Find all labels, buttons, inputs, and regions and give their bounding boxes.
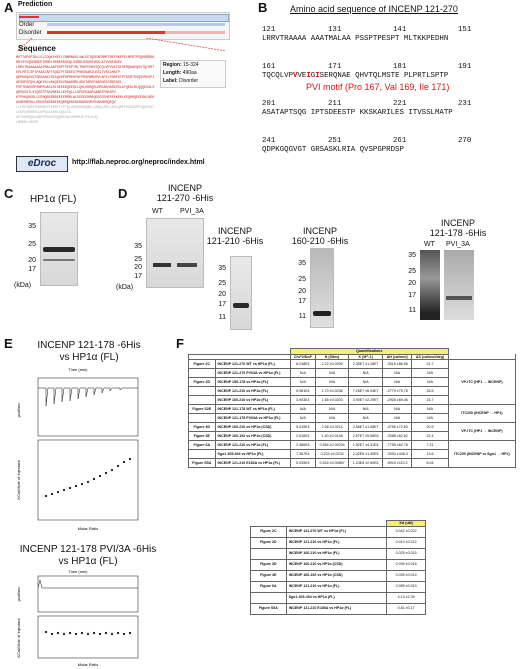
marker-label: 11: [298, 313, 306, 320]
panel-label-f: F: [176, 336, 184, 351]
sample-name: Sgo1 405-494 vs HP1α (FL): [286, 592, 387, 603]
figure-ref: Figure 3D: [251, 559, 287, 570]
itc-plot-wt: [10, 366, 145, 536]
res-num: 221: [393, 100, 407, 108]
res-num: 181: [393, 63, 407, 71]
value-cell: 22.4: [412, 432, 449, 441]
seq-line: KTPVKQKERLLEEMQEKRRREEEERRRLALEEEEEKRRQEEEEEHEEEEKRKLEEQRKQEEERKLREKAVRERREKLLREEEEKRRAEEKQRRQEKEKERAEKEREEEAKRRSQEQV: [16, 96, 155, 105]
value-cell: -2779 ±79.78: [383, 387, 412, 396]
seq-line-grey: AETVKRRQALWAPVPEKGFGQQKEAALAEKMLELFSLDVQ: [16, 116, 98, 120]
panel-label-e: E: [4, 336, 13, 351]
figure-ref: Figure 2D: [189, 378, 216, 387]
y-axis-label: µcal/sec: [16, 402, 21, 418]
figure-ref: Figure S5A: [251, 603, 287, 614]
marker-label: 17: [134, 273, 142, 280]
gel-title-line: 160-210 -6His: [291, 236, 349, 246]
res-num: 251: [328, 137, 342, 145]
thermogram-trace: [38, 388, 138, 406]
res-num: 201: [262, 100, 276, 108]
sample-name: INCENP 121-210 vs HP1α (FL): [215, 387, 290, 396]
gel-121-210: [230, 256, 252, 330]
value-cell: 1.82E7 ±4.31E6: [349, 441, 383, 450]
seq-fragment: VE: [297, 72, 307, 80]
gel-title-line: INCENP: [302, 226, 337, 236]
value-cell: -3300 ±448.3: [383, 450, 412, 459]
order-track: [47, 23, 225, 26]
value-cell: 1.70 ±0.0238: [316, 387, 349, 396]
figure-ref: [189, 414, 216, 423]
figure-ref: [251, 548, 287, 559]
pvi-residue: V: [293, 72, 298, 80]
track-label-disorder: Disorder: [19, 30, 42, 36]
value-cell: 7.25E7 ±6.04E7: [349, 387, 383, 396]
table-row: [251, 581, 426, 592]
seq-line-grey: LLESEIQRSTENMAGTPEKRTLTPTQLHSSKKGSQNELLRGQLRRLLESLQKPFGGDSSPEIQAFKATLGEPLRSSRSLLRPGLAIKMLSQALTA: [16, 106, 155, 115]
value-cell: N/A: [349, 378, 383, 387]
figure-ref: [189, 396, 216, 405]
value-cell: 2.516E4: [290, 432, 315, 441]
gel-band: [313, 311, 331, 316]
marker-label: 35: [28, 223, 36, 230]
sequence-block: [262, 26, 520, 156]
itc-plot-pvi3a: [10, 568, 145, 668]
value-cell: N/A: [290, 378, 315, 387]
num-row: [262, 26, 520, 35]
unit-label: (kDa): [14, 282, 32, 289]
eproc-logo: eDroc: [16, 156, 68, 172]
value-cell: 8.248E4: [290, 360, 315, 369]
value-cell: 26.5: [412, 387, 449, 396]
time-axis-label: Time (min): [68, 569, 88, 574]
info-key: Length:: [163, 70, 182, 76]
gel-band: [177, 263, 197, 267]
panel-label-b: B: [258, 0, 268, 15]
itc1-title: [24, 340, 154, 364]
value-cell: N/A: [412, 405, 449, 414]
value-cell: -3515 ±86.56: [383, 360, 412, 369]
seq-row: LRRVTRAAAA AAATMALAA PSSPTPESPT MLTKKPEDHN: [262, 35, 449, 43]
itc-title-line: vs HP1α (FL): [59, 352, 119, 363]
gel-121-178-wt: [420, 250, 440, 320]
value-cell: 24.7: [412, 396, 449, 405]
gel1-title: [150, 183, 220, 203]
lane-label: WT: [424, 241, 435, 248]
itc-title-line: vs HP1α (FL): [58, 556, 118, 567]
pvi-residue: I: [306, 72, 311, 80]
pvi-motif-label: PVI motif (Pro 167, Val 169, Ile 171): [306, 82, 450, 92]
lane-label: PVI_3A: [180, 208, 204, 215]
gel-title-line: INCENP: [217, 226, 252, 236]
info-key: Region:: [163, 62, 182, 68]
marker-label: 25: [28, 241, 36, 248]
table-row: [189, 405, 516, 414]
marker-label: 35: [218, 265, 226, 272]
kd-value: 4.13 ±2.39: [387, 592, 426, 603]
kd-table-wrap: [250, 520, 426, 615]
value-cell: 5.319E4: [290, 423, 315, 432]
marker-label: 35: [298, 260, 306, 267]
figure-ref: Figure 3D: [189, 423, 216, 432]
table-row: [251, 537, 426, 548]
marker-label: 11: [408, 307, 416, 314]
seq-row: ASATAPTSQG IPTSDEESTP KKSKARILES ITVSSLMATP: [262, 109, 453, 117]
figure-ref: Figure 2C: [189, 360, 216, 369]
sample-name: INCENP 121-210 vs HP1α (FL): [215, 441, 290, 450]
info-key: Label:: [163, 78, 178, 84]
disorder-region: [47, 31, 165, 34]
isotherm-frame: [38, 440, 138, 520]
table-row: [189, 360, 516, 369]
panel-c-title: HP1α (FL): [30, 194, 77, 205]
gel-hp1: [40, 212, 78, 286]
value-cell: 3.903E4: [290, 396, 315, 405]
isotherm-frame: [38, 616, 138, 658]
seq-row-pvi: [262, 72, 520, 82]
figure-ref: [189, 369, 216, 378]
isotherm-points: [45, 458, 131, 497]
gel-band: [446, 296, 472, 300]
region-info-box: [160, 60, 226, 88]
num-row: [262, 63, 520, 72]
value-cell: 7.21: [412, 441, 449, 450]
figure-ref: Figure S2E: [189, 405, 216, 414]
y-axis-label: µcal/sec: [16, 586, 21, 602]
seq-line: QDPKGQGVGTGRSASKLRIAQVSPGPRDSPAFPDSPWRERVLAPILPDNFSTPTGSRTDSQSVRHSPIAPSSPSPQVLAQKYSLVAKQESVVRAASRRLAEKTAEEPAASGRICREEHSL: [16, 76, 155, 85]
value-cell: 0.233 ±0.0234: [316, 450, 349, 459]
sample-name: INCENP 160-210 vs HP1α (FL): [215, 396, 290, 405]
marker-label: 17: [28, 266, 36, 273]
col-header: K (M^-1): [349, 354, 383, 360]
value-cell: 2.08 ±0.0214: [316, 423, 349, 432]
kd-header: Kd (uM): [387, 521, 426, 527]
value-cell: 0.584 ±0.00234: [316, 441, 349, 450]
col-header: ΔH (cal/mol): [383, 354, 412, 360]
prediction-track-panel: [16, 12, 230, 40]
instrument-note: VP-ITC (HP1 → INCENP): [448, 360, 515, 405]
prediction-bar: [19, 14, 229, 22]
seq-fragment: SERQNAE QHVTQLMSTE PLPRTLSPTP: [319, 72, 449, 80]
col-header: ΔS (cal/mol/deg): [412, 354, 449, 360]
itc2-title: [8, 544, 168, 568]
value-cell: 8.04: [412, 459, 449, 468]
seq-fragment: TQCQLVP: [262, 72, 294, 80]
itc-title-line: INCENP 121-178 -6His: [37, 340, 141, 351]
marker-label: 35: [408, 252, 416, 259]
value-cell: 21.7: [412, 360, 449, 369]
gel-title-line: 121-270 -6His: [156, 193, 214, 203]
panel-b-title: Amino acid sequence of INCENP 121-270: [290, 4, 458, 14]
marker-label: 35: [134, 243, 142, 250]
gel-160-210: [310, 248, 334, 328]
figure-ref: [189, 387, 216, 396]
value-cell: N/A: [383, 369, 412, 378]
figure-ref: [251, 592, 287, 603]
value-cell: 2.56E7 ±1.08E7: [349, 423, 383, 432]
sample-name: INCENP 121-210 E180A vs HP1α (FL): [215, 459, 290, 468]
x-axis-label: Molar Ratio: [77, 526, 99, 531]
info-value: 15-324: [183, 62, 199, 68]
gel-title-line: INCENP: [167, 183, 202, 193]
gel-title-line: 121-210 -6His: [206, 236, 264, 246]
x-axis-label: Molar Ratio: [77, 662, 99, 667]
sequence-heading: Sequence: [18, 44, 56, 53]
panel-label-a: A: [4, 0, 14, 15]
res-num: 231: [458, 100, 472, 108]
res-num: 121: [262, 26, 276, 34]
marker-label: 20: [134, 264, 142, 271]
marker-label: 17: [408, 292, 416, 299]
value-cell: N/A: [290, 405, 315, 414]
value-cell: 13.6: [412, 450, 449, 459]
seq-line: MGTTAPGPIHLLELCDQKLMEFLCNMDNKDLVWLEEIQEEAERMFTREFSKEPELMPKTPSQKNRRKKRRISYVQDENRDPIRRRLSRRKSRSSQLSSRRLRSKDSVEKLATVVGENGSV: [16, 56, 155, 65]
kd-value: 0.055 ±0.013: [387, 581, 426, 592]
res-num: 141: [393, 26, 407, 34]
num-row: [262, 100, 520, 109]
figure-ref: Figure 6A: [189, 441, 216, 450]
value-cell: N/A: [412, 378, 449, 387]
kd-rows: [251, 526, 426, 614]
sample-name: INCENP 160-210 vs HP1α (FL): [286, 548, 387, 559]
instrument-note: VP-ITC (HP1 → INCENP): [448, 423, 515, 441]
sample-name: Sgo1 405-494 vs HP1α (FL): [215, 450, 290, 459]
thermogram-frame: [38, 378, 138, 436]
num-row: [262, 137, 520, 146]
marker-label: 20: [28, 257, 36, 264]
marker-label: 25: [134, 256, 142, 263]
quant-rows: [189, 360, 516, 468]
info-value: 490aa: [182, 70, 197, 76]
sample-name: INCENP 160-192 vs HP1α (CSD): [286, 570, 387, 581]
figure-ref: Figure 3E: [189, 432, 216, 441]
value-cell: 20.9: [412, 423, 449, 432]
res-num: 270: [458, 137, 472, 145]
value-cell: -3796 ±72.60: [383, 423, 412, 432]
res-num: 261: [393, 137, 407, 145]
res-num: 211: [328, 100, 342, 108]
marker-label: 25: [218, 280, 226, 287]
itc-title-line: INCENP 121-178 PVI/3A -6His: [19, 544, 157, 555]
res-num: 241: [262, 137, 276, 145]
lane-label: WT: [152, 208, 163, 215]
sample-name: INCENP 121-210 vs HP1α (FL): [286, 537, 387, 548]
gel-band: [43, 259, 75, 261]
seq-line: LRRVTRAAAAAAATMALAAPSSPTPESPTMLTKKPEDHNTQCQLVPVVEIGISERQNAEQHVTQLMSTEPLPRTLSPTPASATAPTSQGIPTSDEESTPKKSKARILESITVSSLMATP: [16, 66, 155, 75]
marker-label: 25: [298, 276, 306, 283]
kd-value: 0.81 ±0.17: [387, 603, 426, 614]
value-cell: N/A: [316, 405, 349, 414]
table-row: [189, 441, 516, 450]
value-cell: N/A: [349, 405, 383, 414]
sample-name: INCENP 121-210 E180A vs HP1α (FL): [286, 603, 387, 614]
table-row: [251, 592, 426, 603]
seq-line: PSPTEAEERPSNPEGASLMLSEEKKQEERLLQHLHKRQRLEREAEHASKVSLAYQEKLRLQQQEEALSQRSSSSTLSTQSSTPSAVRKKLLKPEQLLLSPEEEAAPGAARTPSKSPV: [16, 86, 155, 95]
time-axis-label: Time (min): [68, 367, 88, 372]
value-cell: N/A: [383, 405, 412, 414]
seq-line-grey: LMDEDLSSGSS: [16, 121, 39, 125]
instrument-note: ITC200 (INCENP → HP1): [448, 405, 515, 423]
value-cell: 2.22 ±0.0299: [316, 360, 349, 369]
gel-band: [153, 263, 171, 267]
figure-ref: Figure 6A: [251, 581, 287, 592]
res-num: 151: [458, 26, 472, 34]
gel-121-178-pvi: [444, 250, 474, 320]
value-cell: N/A: [290, 369, 315, 378]
kd-table: [250, 520, 426, 615]
figure-ref: Figure 3E: [251, 570, 287, 581]
unit-label: (kDa): [116, 284, 134, 291]
quantification-table-wrap: [188, 348, 516, 468]
value-cell: 0.516 ±0.00867: [316, 459, 349, 468]
value-cell: 7.367E4: [290, 450, 315, 459]
value-cell: -5910 ±110.2: [383, 459, 412, 468]
marker-label: 20: [298, 288, 306, 295]
panel-label-c: C: [4, 186, 14, 201]
value-cell: 2.42E5 ±1.40E5: [349, 450, 383, 459]
sample-name: INCENP 160-210 vs HP1α (CSD): [286, 559, 387, 570]
gel-title-line: INCENP: [440, 218, 475, 228]
marker-label: 20: [218, 291, 226, 298]
value-cell: -3368 ±62.62: [383, 432, 412, 441]
table-row: [251, 603, 426, 614]
sample-name: INCENP 160-210 vs HP1α (CSD): [215, 423, 290, 432]
panel-label-d: D: [118, 186, 128, 201]
marker-label: 11: [218, 314, 226, 321]
res-num: 131: [328, 26, 342, 34]
value-cell: N/A: [383, 378, 412, 387]
value-cell: N/A: [412, 414, 449, 423]
kd-value: 0.039 ±0.016: [387, 559, 426, 570]
isotherm-points: [45, 631, 131, 635]
sample-name: INCENP 121-270 PVI/3A vs HP1α (FL): [215, 369, 290, 378]
sample-name: INCENP 121-270 WT vs HP1α (FL): [286, 526, 387, 537]
figure-ref: Figure 2D: [251, 537, 287, 548]
value-cell: N/A: [412, 369, 449, 378]
value-cell: 1.65 ±0.0203: [316, 396, 349, 405]
value-cell: 3.90E7 ±2.29E7: [349, 396, 383, 405]
sample-name: INCENP 121-178 WT vs HP1α (FL): [215, 405, 290, 414]
value-cell: 5.981E4: [290, 387, 315, 396]
gel3-title: [282, 226, 358, 246]
info-value: Disorder: [179, 78, 199, 84]
value-cell: 2.35E7 ±1.28E7: [349, 360, 383, 369]
sample-name: INCENP 159-178 vs HP1α (FL): [215, 378, 290, 387]
value-cell: N/A: [349, 414, 383, 423]
kd-value: 0.042 ±0.022: [387, 526, 426, 537]
gel-121-270: [146, 218, 204, 288]
y-axis-label: KCal/Mole of Injectant: [16, 460, 21, 500]
eproc-url[interactable]: http://flab.neproc.org/neproc/index.html: [72, 159, 205, 166]
y-axis-label: KCal/Mole of Injectant: [16, 618, 21, 658]
gel2-title: [200, 226, 270, 246]
value-cell: 3.386E4: [290, 441, 315, 450]
kd-value: 0.014 ±0.012: [387, 537, 426, 548]
table-row: [251, 548, 426, 559]
sample-name: INCENP 121-178 PVI/3A vs HP1α (FL): [215, 414, 290, 423]
gel-band: [233, 303, 249, 308]
value-cell: N/A: [316, 378, 349, 387]
marker-label: 17: [298, 298, 306, 305]
figure-ref: Figure S5A: [189, 459, 216, 468]
sample-name: INCENP 160-192 vs HP1α (CSD): [215, 432, 290, 441]
value-cell: N/A: [316, 414, 349, 423]
marker-label: 20: [408, 280, 416, 287]
sample-name: INCENP 121-210 vs HP1α (FL): [286, 581, 387, 592]
instrument-note: ITC200 (INCENP or Sgo1 → HP1): [448, 441, 515, 468]
value-cell: 1.23E8 ±2.60E5: [349, 459, 383, 468]
figure-ref: Figure 2C: [251, 526, 287, 537]
track-label-order: Order: [19, 22, 35, 28]
kd-value: 0.039 ±0.014: [387, 570, 426, 581]
value-cell: N/A: [383, 414, 412, 423]
res-num: 191: [458, 63, 472, 71]
res-num: 161: [262, 63, 276, 71]
gel-band: [43, 247, 75, 252]
kd-value: 0.025 ±0.015: [387, 548, 426, 559]
sample-name: INCENP 121-270 WT vs HP1α (FL): [215, 360, 290, 369]
marker-label: 25: [408, 268, 416, 275]
thermogram-frame: [38, 576, 138, 612]
prediction-heading: Prediction: [18, 1, 53, 8]
value-cell: -7755 ±62.78: [383, 441, 412, 450]
value-cell: N/A: [290, 414, 315, 423]
gel4-title: [418, 218, 498, 238]
gel-title-line: 121-178 -6His: [429, 228, 487, 238]
pvi-residue: I: [315, 72, 320, 80]
col-header: Chi^2/DoF: [290, 354, 315, 360]
lane-label: PVI_3A: [446, 241, 470, 248]
table-row: [251, 559, 426, 570]
col-header: N (Sites): [316, 354, 349, 360]
value-cell: N/A: [316, 369, 349, 378]
table-row: [251, 570, 426, 581]
quantification-table: [188, 348, 516, 468]
value-cell: -2928 ±69.06: [383, 396, 412, 405]
figure-ref: [189, 450, 216, 459]
prediction-red-segment: [19, 16, 39, 18]
seq-row: QDPKGQGVGT GRSASKLRIA QVSPGPRDSP: [262, 146, 404, 154]
table-row: [189, 423, 516, 432]
value-cell: 1.40 ±0.0148: [316, 432, 349, 441]
thermogram-trace: [38, 580, 138, 588]
value-cell: N/A: [349, 369, 383, 378]
marker-label: 17: [218, 301, 226, 308]
seq-fragment: G: [310, 72, 316, 80]
res-num: 171: [328, 63, 342, 71]
value-cell: 2.57E7 ±9.56E6: [349, 432, 383, 441]
sequence-red: [16, 56, 156, 126]
value-cell: 5.039E4: [290, 459, 315, 468]
quant-header: Quantifications: [290, 349, 448, 355]
table-row: [251, 526, 426, 537]
